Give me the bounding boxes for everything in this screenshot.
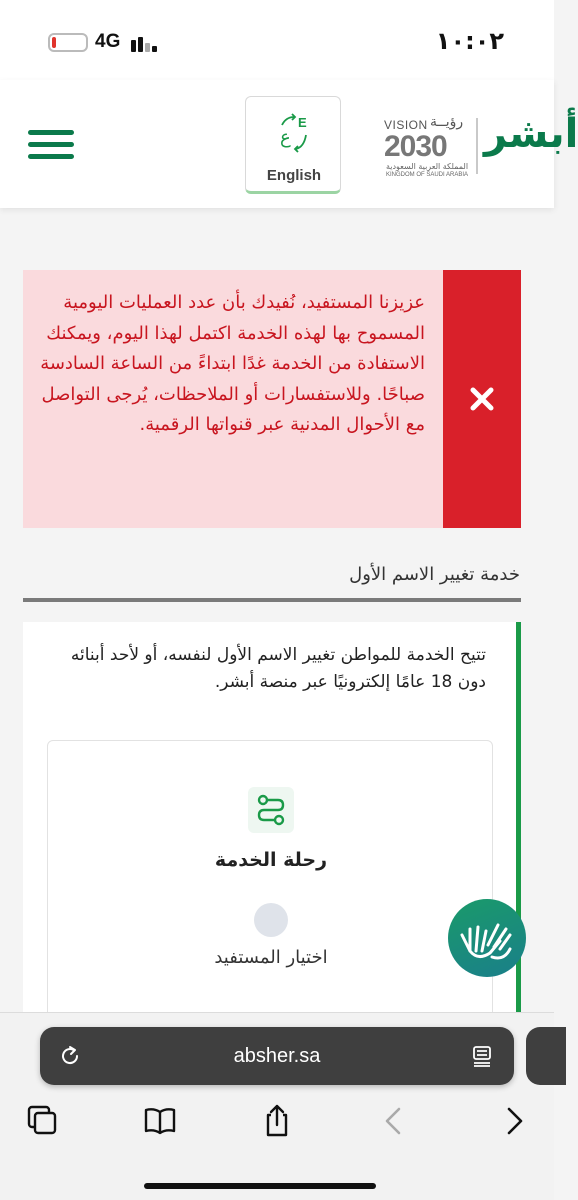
service-journey-panel: [47, 740, 493, 1040]
browser-toolbar: [0, 1012, 554, 1200]
battery-icon: [48, 33, 88, 52]
hamburger-menu-icon[interactable]: [28, 130, 76, 162]
route-icon: [248, 787, 294, 833]
next-tab-address-bar[interactable]: [526, 1027, 566, 1085]
vision-subtitle-arabic: المملكة العربية السعودية: [385, 162, 469, 171]
title-divider: [23, 598, 521, 602]
step-indicator: [254, 903, 288, 937]
status-bar: [0, 0, 554, 80]
svg-text:ع: ع: [280, 127, 291, 148]
tabs-icon[interactable]: [24, 1103, 60, 1139]
bookmarks-icon[interactable]: [142, 1103, 178, 1139]
service-journey-title: رحلة الخدمة: [214, 849, 328, 871]
url-text: absher.sa: [233, 1045, 321, 1067]
forward-icon[interactable]: [496, 1103, 532, 1139]
page-title: خدمة تغيير الاسم الأول: [349, 564, 520, 585]
language-toggle-icon: [276, 113, 312, 153]
svg-text:E: E: [298, 115, 307, 130]
service-card: [23, 622, 521, 1022]
site-header: [0, 80, 578, 208]
close-icon: [467, 384, 497, 414]
step-label: اختيار المستفيد: [214, 947, 328, 968]
vision-2030-logo: [384, 114, 470, 178]
sign-language-icon: [448, 899, 526, 977]
service-description: تتيح الخدمة للمواطن تغيير الاسم الأول لنفسه، أو لأحد أبنائه دون 18 عامًا إلكترونيًا عبر منصة أبشر.: [70, 645, 486, 692]
home-indicator: [144, 1183, 376, 1189]
status-time: ١٠:٠٢: [435, 27, 504, 55]
vision-arabic-word: رؤيــة: [430, 114, 464, 130]
language-toggle-label: English: [266, 167, 322, 184]
alert-close-button[interactable]: [443, 270, 521, 528]
share-icon[interactable]: [259, 1103, 295, 1139]
battery-level: [52, 37, 56, 48]
language-toggle-button[interactable]: [245, 96, 341, 194]
absher-logo[interactable]: أبشر: [484, 111, 578, 157]
alert-message: عزيزنا المستفيد، نُفيدك بأن عدد العمليات اليومية المسموح بها لهذه الخدمة اكتمل لهذا اليوم، ويمكنك الاستفادة من الخدمة غدًا ابتداءً من الساعة السادسة صباحًا. وللاستفسارات أو الملاحظات، يُرجى التواصل مع الأحوال المدنية عبر قنواتها الرقمية.: [40, 292, 425, 435]
vision-subtitle-english: KINGDOM OF SAUDI ARABIA: [385, 172, 468, 178]
address-bar[interactable]: [40, 1027, 514, 1085]
signal-strength-icon: [131, 34, 161, 52]
back-icon[interactable]: [376, 1103, 412, 1139]
daily-limit-alert: [23, 270, 521, 528]
reader-mode-icon[interactable]: [470, 1044, 494, 1068]
network-type: 4G: [95, 31, 121, 52]
logo-divider: [476, 118, 478, 174]
vision-word: VISION: [384, 118, 428, 132]
vision-year: 2030: [384, 130, 447, 163]
sign-language-button[interactable]: [448, 899, 526, 977]
